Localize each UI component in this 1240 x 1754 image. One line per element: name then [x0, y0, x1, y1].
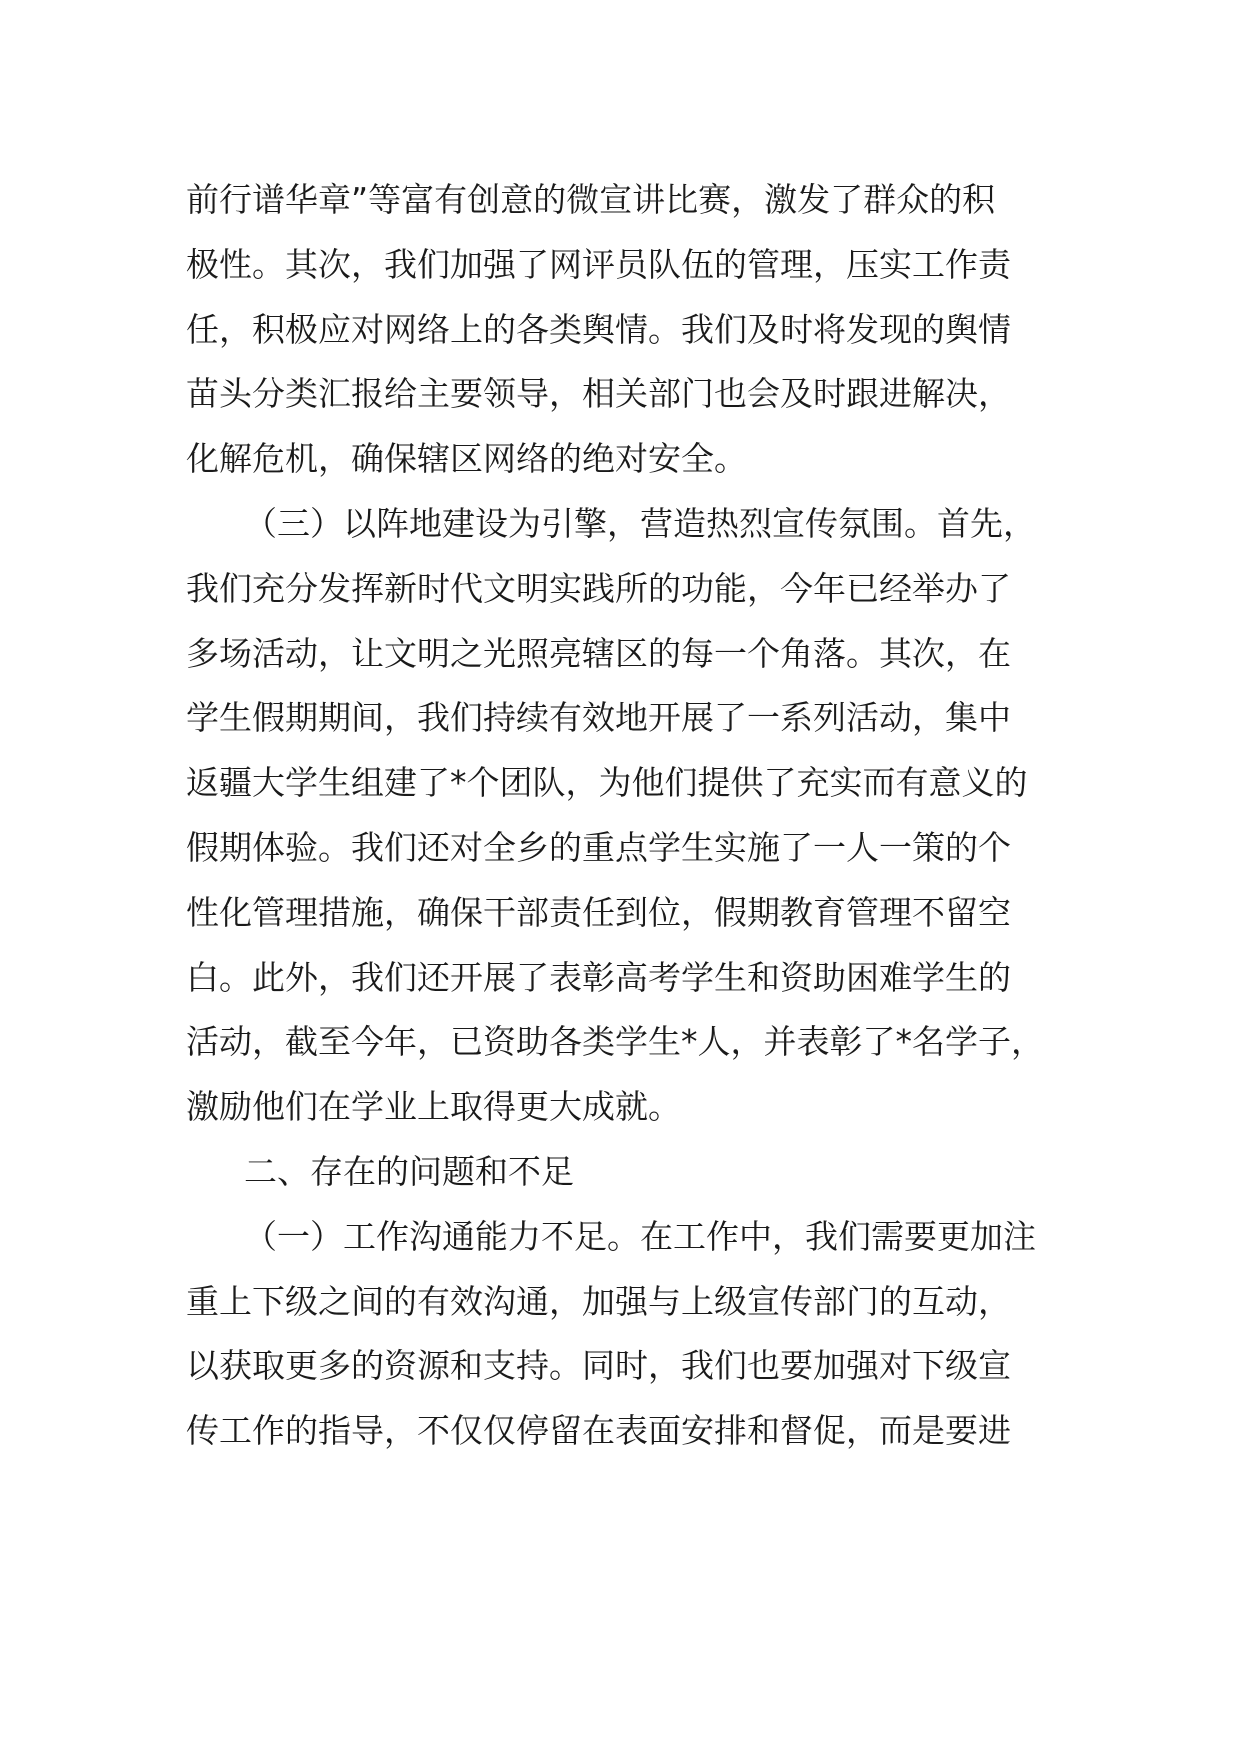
paragraph-line: 重上下级之间的有效沟通，加强与上级宣传部门的互动， [186, 1281, 1011, 1321]
paragraph-line: 学生假期期间，我们持续有效地开展了一系列活动，集中 [186, 698, 1011, 738]
paragraph-line: 前行谱华章”等富有创意的微宣讲比赛，激发了群众的积 [186, 180, 996, 219]
paragraph-line: （三）以阵地建设为引擎，营造热烈宣传氛围。首先， [244, 503, 1036, 543]
paragraph-line: 假期体验。我们还对全乡的重点学生实施了一人一策的个 [186, 827, 1011, 867]
paragraph-line: 苗头分类汇报给主要领导，相关部门也会及时跟进解决， [186, 374, 1011, 414]
paragraph-line: 返疆大学生组建了*个团队，为他们提供了充实而有意义的 [186, 763, 1028, 803]
section-heading: 二、存在的问题和不足 [244, 1151, 574, 1191]
paragraph-line: 活动，截至今年，已资助各类学生*人，并表彰了*名学子， [186, 1022, 1044, 1062]
paragraph-line: 激励他们在学业上取得更大成就。 [186, 1087, 681, 1127]
paragraph-line: （一）工作沟通能力不足。在工作中，我们需要更加注 [244, 1216, 1036, 1256]
paragraph-line: 我们充分发挥新时代文明实践所的功能，今年已经举办了 [186, 568, 1011, 608]
paragraph-line: 任，积极应对网络上的各类舆情。我们及时将发现的舆情 [186, 309, 1011, 349]
paragraph-line: 传工作的指导，不仅仅停留在表面安排和督促，而是要进 [186, 1411, 1011, 1451]
paragraph-line: 化解危机，确保辖区网络的绝对安全。 [186, 439, 747, 479]
paragraph-line: 极性。其次，我们加强了网评员队伍的管理，压实工作责 [186, 244, 1011, 284]
paragraph-line: 多场活动，让文明之光照亮辖区的每一个角落。其次，在 [186, 633, 1011, 673]
paragraph-line: 白。此外，我们还开展了表彰高考学生和资助困难学生的 [186, 957, 1011, 997]
paragraph-line: 性化管理措施，确保干部责任到位，假期教育管理不留空 [186, 892, 1011, 932]
document-body [186, 168, 1056, 1464]
paragraph-line: 以获取更多的资源和支持。同时，我们也要加强对下级宣 [186, 1346, 1011, 1386]
